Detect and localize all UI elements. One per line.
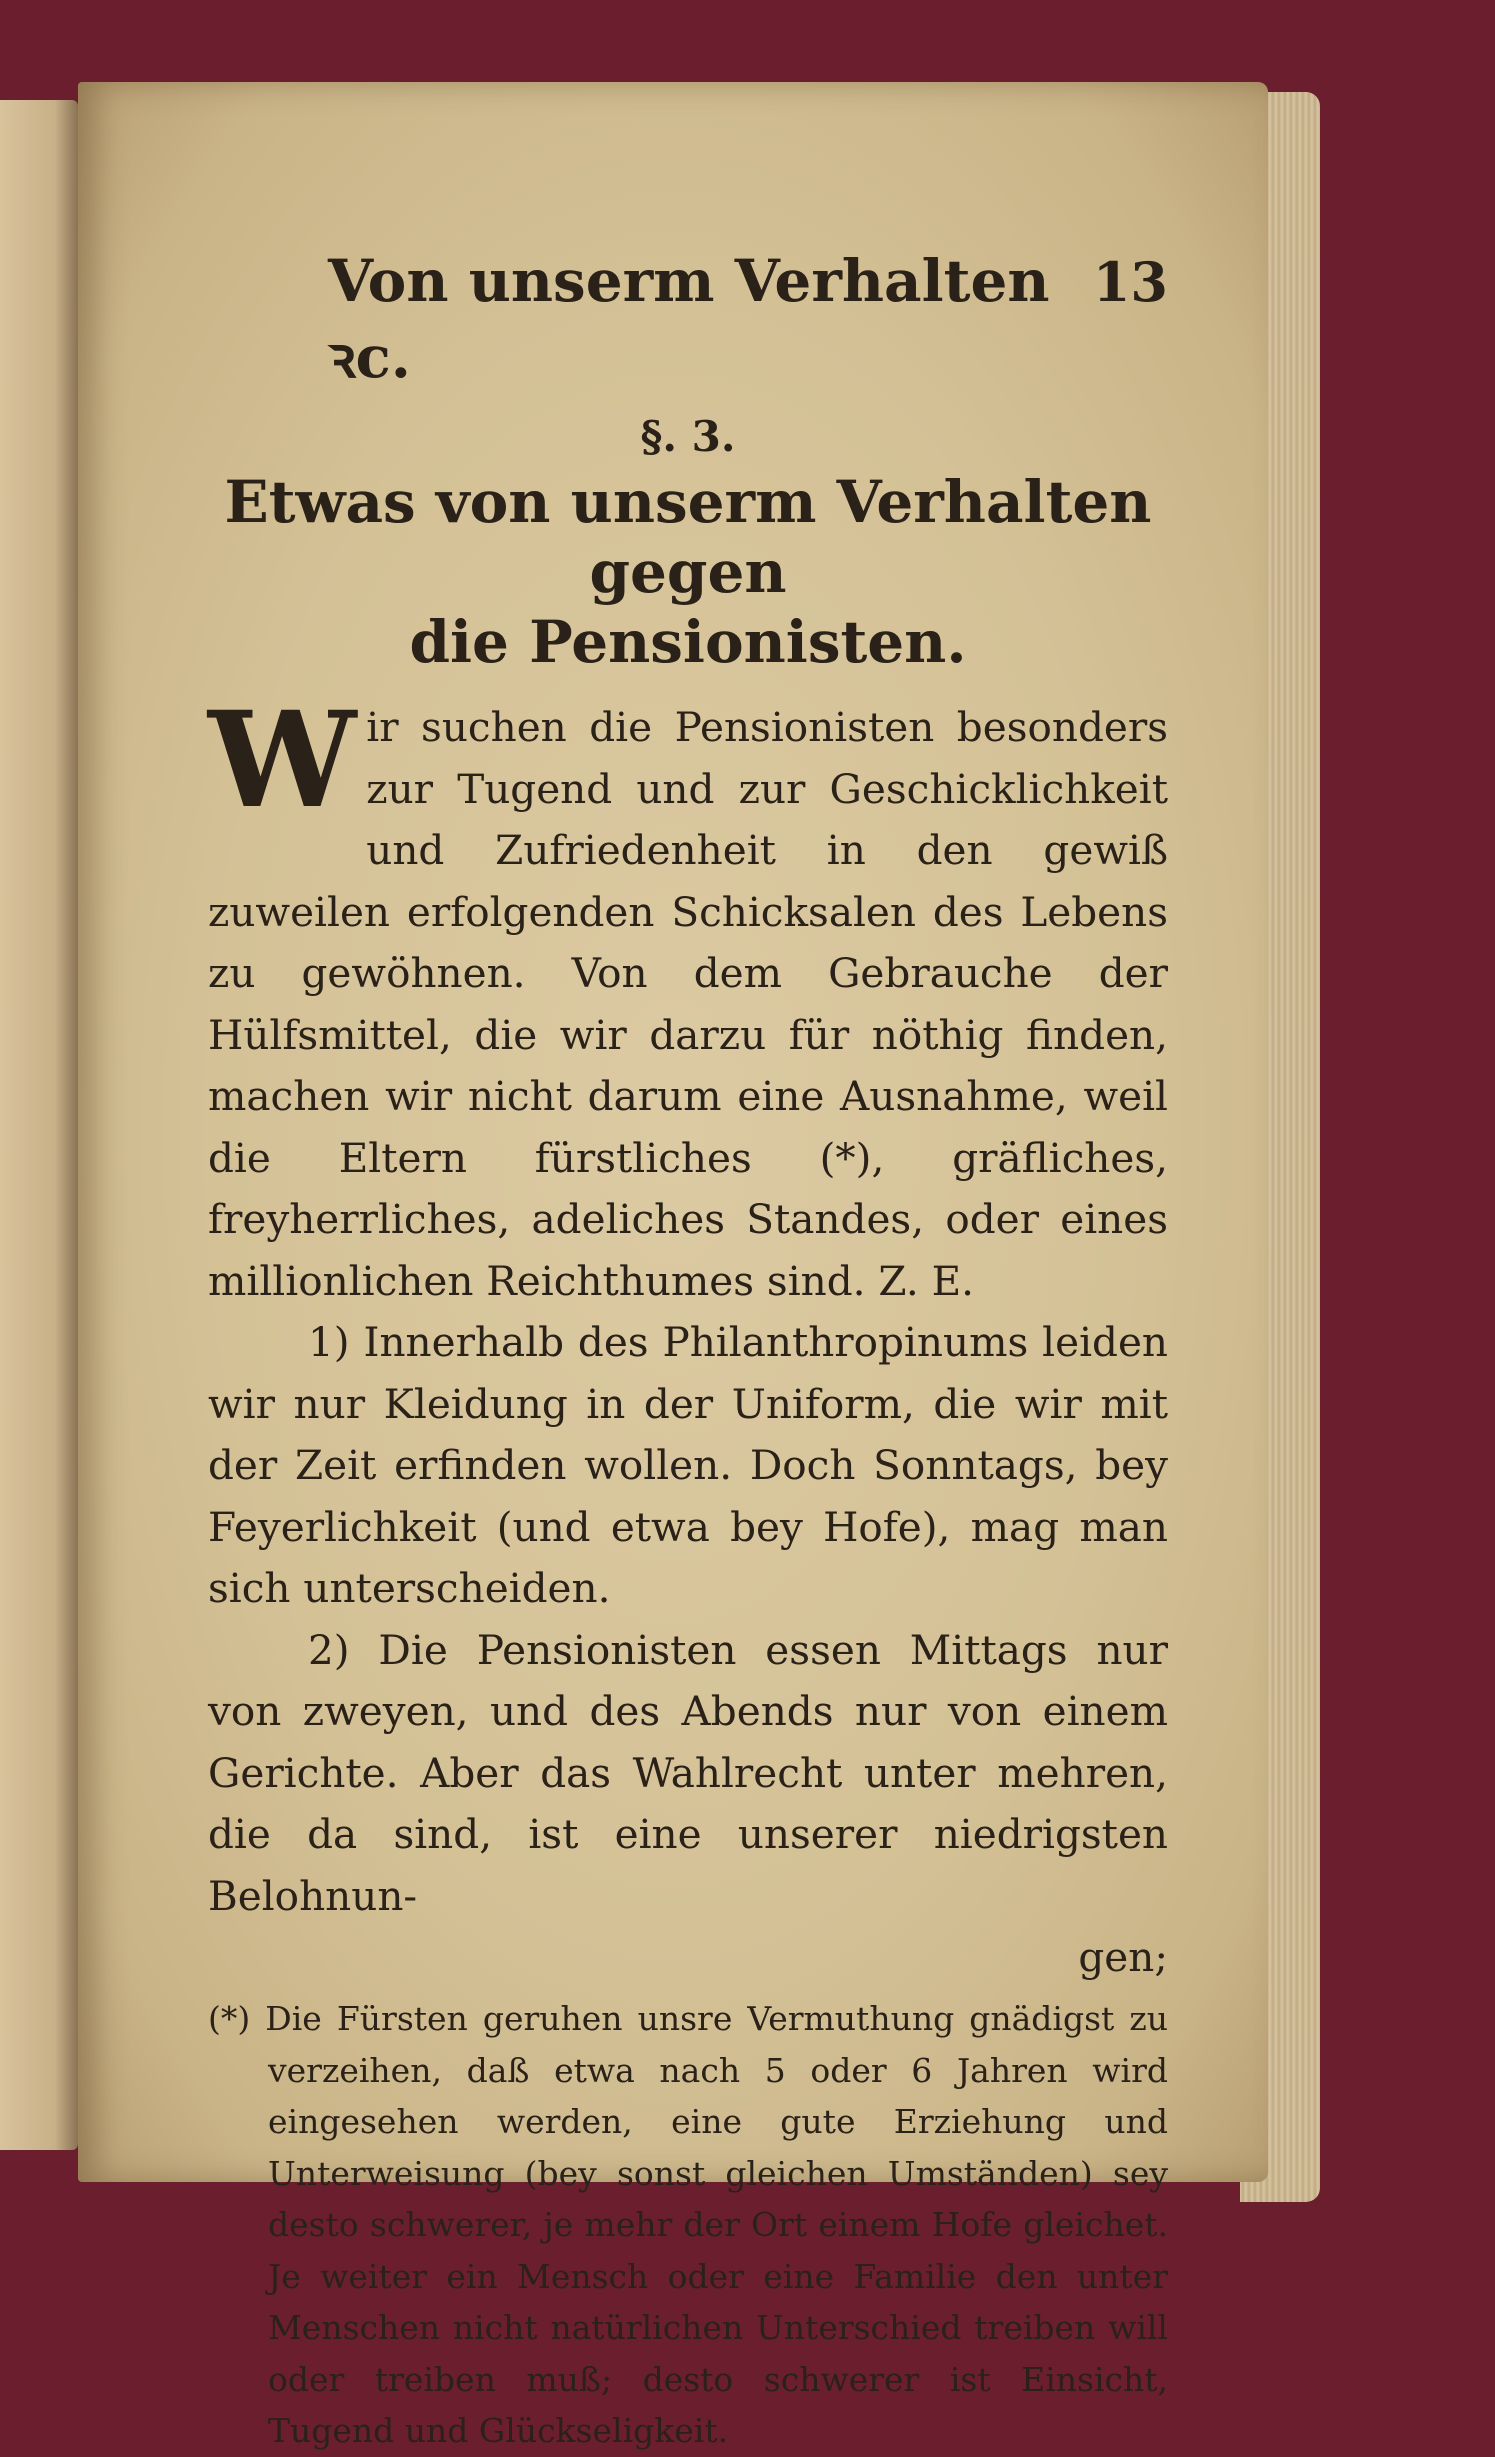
facing-page-edge: [0, 100, 78, 2150]
catchword: gen;: [1078, 1933, 1168, 1981]
heading-line-2: die Pensionisten.: [409, 608, 967, 676]
footnote: (*) Die Fürsten geruhen unsre Vermuthung gnädigst zu verzeihen, daß etwa nach 5 oder 6 Jahren wird eingesehen werden, eine gute Erziehung und Unterweisung (bey sonst gleichen Umständen) sey desto schwerer, je mehr der Ort einem Hofe gleichet. Je weiter ein Mensch oder eine Familie den unter Menschen nicht natürlichen Unterschied treiben will oder treiben muß; desto schwerer ist Einsicht, Tugend und Glückseligkeit.: [208, 1999, 1168, 2450]
paragraph-2: 1) Innerhalb des Philanthropinums leiden wir nur Kleidung in der Uniform, die wir mit der Zeit erfinden wollen. Doch Sonntags, bey Feyerlichkeit (und etwa bey Hofe), mag man sich unterscheiden.: [208, 1318, 1168, 1612]
book-page: [78, 82, 1268, 2450]
page-number: 13: [1092, 250, 1168, 314]
drop-cap: W: [208, 683, 357, 838]
section-mark: §. 3.: [640, 412, 736, 461]
section-heading: [208, 467, 1168, 677]
heading-line-1: Etwas von unserm Verhalten gegen: [224, 468, 1152, 606]
paragraph-3: 2) Die Pensionisten essen Mittags nur von zweyen, und des Abends nur von einem Gerichte. Aber das Wahlrecht unter mehren, die da sind, ist eine unserer niedrigsten Belohnun-: [208, 1625, 1168, 1920]
running-title: Von unserm Verhalten ꝛc.: [328, 247, 1050, 391]
running-header: [328, 247, 1168, 394]
paragraph-1: [208, 683, 1168, 1312]
page-text: [208, 247, 1168, 2457]
paragraph-1-text: ir suchen die Pensionisten besonders zur Tugend und zur Geschicklichkeit und Zufriedenheit in den gewiß zuweilen erfolgenden Schicksalen des Lebens zu gewöhnen. Von dem Gebrauche der Hülfsmittel, die wir darzu für nöthig finden, machen wir nicht darum eine Ausnahme, weil die Eltern fürstliches (*), gräfliches, freyherrliches, adeliches Standes, oder eines millionlichen Reichthumes sind. Z. E.: [208, 703, 1168, 1305]
body-text: [208, 683, 1168, 1987]
